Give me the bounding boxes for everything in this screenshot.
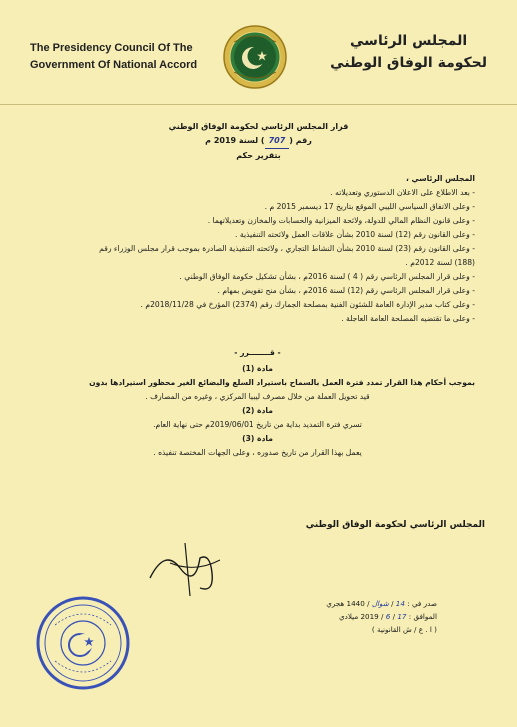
- preamble-item: - بعد الاطلاع على الاعلان الدستوري وتعديلاته .: [330, 188, 475, 197]
- header-divider: [0, 104, 517, 105]
- article-line: بموجب أحكام هذا القرار تمدد فترة العمل بالسماح باستيراد السلع والبضائع الغير محظور استيرادها بدون: [89, 378, 475, 387]
- preamble-item: - وعلى كتاب مدير الإدارة العامة للشئون الفنية بمصلحة الجمارك رقم (2374) المؤرخ في 2018/11/28م .: [140, 300, 475, 309]
- articles: [40, 362, 475, 460]
- english-header: [30, 40, 197, 74]
- english-header-line2: Government Of National Accord: [30, 59, 198, 71]
- preamble-item: (188) لسنة 2012م .: [405, 258, 475, 267]
- preamble-item: - وعلى ما تقتضيه المصلحة العامة العاجلة .: [341, 314, 475, 323]
- date-block: [326, 597, 437, 636]
- signature-title: المجلس الرئاسي لحكومة الوفاق الوطني: [305, 520, 485, 530]
- decree-subject: بتقرير حكم: [236, 151, 281, 160]
- presidency-seal-icon: [35, 595, 131, 691]
- agreed-date: الموافق : 17 / 6 / 2019 ميلادي: [339, 612, 437, 621]
- article-heading: مادة (2): [242, 406, 273, 415]
- english-header-line1: The Presidency Council Of The: [30, 42, 193, 54]
- arabic-header: [330, 30, 487, 74]
- decree-number-value: 707: [265, 134, 290, 149]
- article-line: قيد تحويل العملة من خلال مصرف ليبيا المركزي ، وغيره من المصارف .: [145, 392, 370, 401]
- arabic-header-line2: لحكومة الوفاق الوطني: [330, 55, 487, 71]
- preamble-heading: المجلس الرئاسي ،: [405, 174, 475, 183]
- handwritten-signature-icon: [140, 538, 230, 598]
- article-line: يعمل بهذا القرار من تاريخ صدوره ، وعلى الجهات المختصة تنفيذه .: [153, 448, 362, 457]
- decree-title: قرار المجلس الرئاسي لحكومة الوفاق الوطني: [168, 122, 349, 131]
- article-line: تسري فترة التمديد بداية من تاريخ 2019/06/01م حتى نهاية العام.: [153, 420, 362, 429]
- preamble-item: - وعلى قانون النظام المالي للدولة، ولائحة الميزانية والحسابات والمخازن وتعديلاتهما .: [207, 216, 475, 225]
- reference-code: ( ا . ع / ش القانونية ): [371, 625, 437, 634]
- decree-number: رقم (707) لسنة 2019 م: [150, 134, 367, 149]
- preamble-item: - وعلى القانون رقم (23) لسنة 2010 بشأن النشاط التجاري ، ولائحته التنفيذية الصادرة بموجب قرار مجلس الوزراء رقم: [99, 244, 475, 253]
- article-heading: مادة (1): [242, 364, 273, 373]
- preamble-item: - وعلى القانون رقم (12) لسنة 2010 بشأن علاقات العمل ولائحته التنفيذية .: [235, 230, 475, 239]
- article-heading: مادة (3): [242, 434, 273, 443]
- decree-title-block: [150, 120, 367, 163]
- preamble-item: - وعلى قرار المجلس الرئاسي رقم ( 4 ) لسنة 2016م ، بشأن تشكيل حكومة الوفاق الوطني .: [179, 272, 475, 281]
- preamble-item: - وعلى الاتفاق السياسي الليبي الموقع بتاريخ 17 ديسمبر 2015 م .: [264, 202, 475, 211]
- issued-date: صدر في : 14 / شوال / 1440 هجري: [326, 599, 437, 608]
- preamble-item: - وعلى قرار المجلس الرئاسي رقم (12) لسنة 2016م ، بشأن منح تفويض بمهام .: [217, 286, 475, 295]
- preamble: [40, 172, 475, 326]
- decided-heading: - قــــــــرر -: [234, 348, 281, 357]
- arabic-header-line1: المجلس الرئاسي: [350, 33, 468, 49]
- crescent-star-emblem-icon: [222, 24, 288, 90]
